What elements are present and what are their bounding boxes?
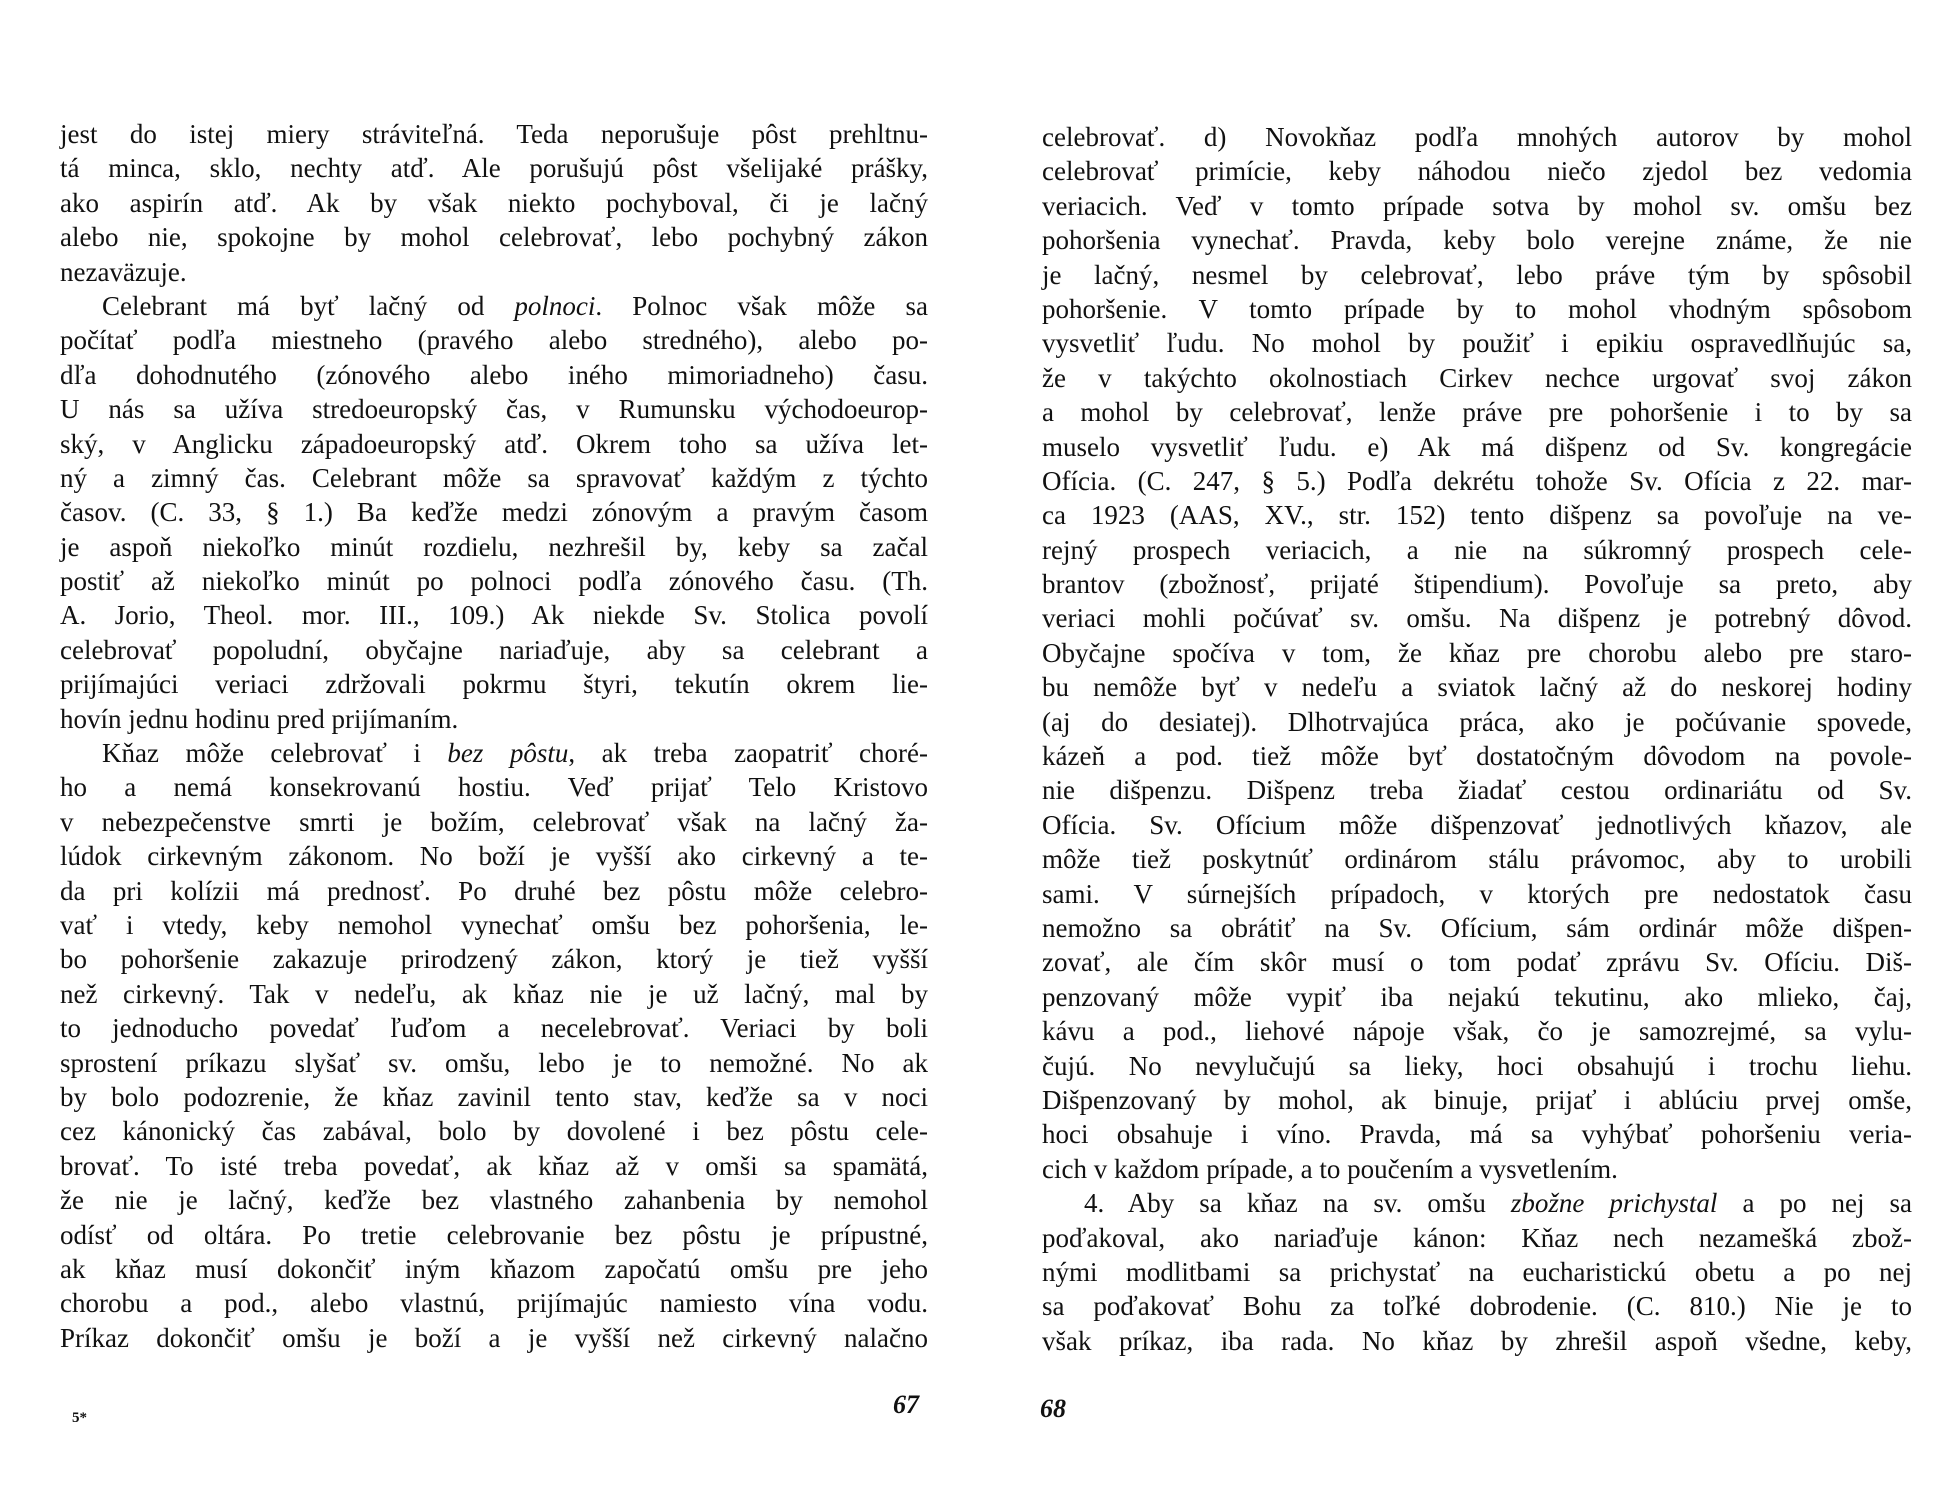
text-segment: že v takýchto okolnostiach Cirkev nechce urgovať svoj zákon xyxy=(1042,362,1912,393)
text-segment: ho a nemá konsekrovanú hostiu. Veď prijať Telo Kristovo xyxy=(60,772,928,803)
text-segment: ský, v Anglicku západoeuropský atď. Okrem toho sa užíva let- xyxy=(60,428,928,459)
text-segment: nemožno sa obrátiť na Sv. Ofícium, sám ordinár môže dišpen- xyxy=(1042,912,1912,943)
text-segment: Celebrant má byť lačný od xyxy=(102,290,515,321)
text-line xyxy=(1042,1324,1912,1358)
text-segment: ný a zimný čas. Celebrant môže sa spravovať každým z týchto xyxy=(60,462,928,493)
text-segment: postiť až niekoľko minút po polnoci podľa zónového času. (Th. xyxy=(60,566,928,597)
text-line xyxy=(1042,1014,1912,1048)
text-segment: v nebezpečenstve smrti je božím, celebrovať však na lačný ža- xyxy=(60,806,928,837)
text-line xyxy=(1042,154,1912,188)
text-segment: ak kňaz musí dokončiť iným kňazom započatú omšu pre jeho xyxy=(60,1253,928,1284)
text-segment: a mohol by celebrovať, lenže práve pre pohoršenie i to by sa xyxy=(1042,397,1912,428)
text-segment: , ak treba zaopatriť choré- xyxy=(568,738,928,769)
text-segment: kávu a pod., liehové nápoje však, čo je samozrejmé, sa vylu- xyxy=(1042,1016,1912,1047)
text-line xyxy=(60,530,928,564)
text-line xyxy=(60,1218,928,1252)
text-line xyxy=(1042,1117,1912,1151)
text-segment: pohoršenia vynechať. Pravda, keby bolo verejne známe, že nie xyxy=(1042,225,1912,256)
text-line xyxy=(60,323,928,357)
text-line xyxy=(1042,361,1912,395)
text-segment: zovať, ale čím skôr musí o tom podať zprávu Sv. Ofíciu. Diš- xyxy=(1042,947,1912,978)
text-line xyxy=(1042,1083,1912,1117)
text-line xyxy=(60,908,928,942)
text-line xyxy=(1042,1289,1912,1323)
text-segment: Dišpenzovaný by mohol, ak binuje, prijať i ablúciu prvej omše, xyxy=(1042,1084,1912,1115)
text-segment: celebrovať primície, keby náhodou niečo zjedol bez vedomia xyxy=(1042,156,1912,187)
text-line xyxy=(1042,1186,1912,1220)
text-segment: nezaväzuje. xyxy=(60,256,187,287)
text-segment: ako aspirín atď. Ak by však niekto pochyboval, či je lačný xyxy=(60,187,928,218)
text-segment: bo pohoršenie zakazuje prirodzený zákon, ktorý je tiež vyšší xyxy=(60,944,928,975)
text-segment: by bolo podozrenie, že kňaz zavinil tento stav, keďže sa v noci xyxy=(60,1081,928,1112)
text-segment: čujú. No nevylučujú sa lieky, hoci obsahujú i trochu liehu. xyxy=(1042,1050,1912,1081)
text-segment: Obyčajne spočíva v tom, že kňaz pre chorobu alebo pre staro- xyxy=(1042,637,1912,668)
text-segment: časov. (C. 33, § 1.) Ba keďže medzi zónovým a pravým časom xyxy=(60,497,928,528)
text-segment: sami. V súrnejších prípadoch, v ktorých pre nedostatok času xyxy=(1042,878,1912,909)
text-line xyxy=(60,186,928,220)
text-line xyxy=(1042,808,1912,842)
text-line xyxy=(1042,739,1912,773)
text-line xyxy=(1042,258,1912,292)
text-line xyxy=(1042,395,1912,429)
text-segment: nie dišpenzu. Dišpenz treba žiadať cestou ordinariátu od Sv. xyxy=(1042,775,1912,806)
text-line xyxy=(60,874,928,908)
text-segment: tá minca, sklo, nechty atď. Ale porušujú pôst všelijaké prášky, xyxy=(60,153,928,184)
text-line xyxy=(60,633,928,667)
text-line xyxy=(60,736,928,770)
text-segment: U nás sa užíva stredoeuropský čas, v Rumunsku východoeurop- xyxy=(60,394,928,425)
text-segment: Kňaz môže celebrovať i xyxy=(102,738,448,769)
text-line xyxy=(1042,189,1912,223)
text-line xyxy=(1042,430,1912,464)
text-line xyxy=(1042,911,1912,945)
text-segment: Ofícia. Sv. Ofícium môže dišpenzovať jednotlivých kňazov, ale xyxy=(1042,809,1912,840)
text-line xyxy=(1042,464,1912,498)
text-line xyxy=(1042,1221,1912,1255)
text-line xyxy=(60,461,928,495)
printer-signature-mark: 5* xyxy=(72,1410,87,1426)
text-line xyxy=(60,1046,928,1080)
text-segment: vysvetliť ľudu. No mohol by použiť i epikiu ospravedlňujúc sa, xyxy=(1042,328,1912,359)
text-line xyxy=(60,289,928,323)
text-segment: Ofícia. (C. 247, § 5.) Podľa dekrétu tohože Sv. Ofícia z 22. mar- xyxy=(1042,465,1912,496)
text-line xyxy=(60,1011,928,1045)
text-segment: cich v každom prípade, a to poučením a vysvetlením. xyxy=(1042,1153,1618,1184)
text-line xyxy=(1042,842,1912,876)
text-segment: hoci obsahuje i víno. Pravda, má sa vyhýbať pohoršeniu veria- xyxy=(1042,1119,1912,1150)
text-line xyxy=(60,255,928,289)
text-line xyxy=(60,495,928,529)
text-segment: vať i vtedy, keby nemohol vynechať omšu bez pohoršenia, le- xyxy=(60,909,928,940)
text-segment: cez kánonický čas zabával, bolo by dovolené i bez pôstu cele- xyxy=(60,1116,928,1147)
text-segment: lúdok cirkevným zákonom. No boží je vyšší ako cirkevný a te- xyxy=(60,841,928,872)
text-line xyxy=(60,427,928,461)
text-segment: nými modlitbami sa prichystať na eucharistickú obetu a po nej xyxy=(1042,1256,1912,1287)
text-segment: veriaci mohli počúvať sv. omšu. Na dišpenz je potrebný dôvod. xyxy=(1042,603,1912,634)
text-segment: sprostení príkazu slyšať sv. omšu, lebo je to nemožné. No ak xyxy=(60,1047,928,1078)
text-line xyxy=(60,220,928,254)
text-segment: však príkaz, iba rada. No kňaz by zhrešil aspoň všedne, keby, xyxy=(1042,1325,1912,1356)
text-segment: celebrovať popoludní, obyčajne nariaďuje, aby sa celebrant a xyxy=(60,634,928,665)
text-line xyxy=(60,598,928,632)
text-line xyxy=(1042,1255,1912,1289)
text-segment: alebo nie, spokojne by mohol celebrovať, lebo pochybný zákon xyxy=(60,222,928,253)
page-number-right: 68 xyxy=(1040,1394,1066,1423)
text-segment: celebrovať. d) Novokňaz podľa mnohých autorov by mohol xyxy=(1042,122,1912,152)
page-number-left: 67 xyxy=(893,1390,919,1419)
text-segment: počítať podľa miestneho (pravého alebo stredného), alebo po- xyxy=(60,325,928,356)
text-segment: A. Jorio, Theol. mor. III., 109.) Ak niekde Sv. Stolica povolí xyxy=(60,600,928,631)
text-segment: že nie je lačný, keďže bez vlastného zahanbenia by nemohol xyxy=(60,1185,928,1216)
text-line xyxy=(1042,533,1912,567)
italic-text: bez pôstu xyxy=(447,738,569,769)
text-line xyxy=(60,151,928,185)
text-segment: brantov (zbožnosť, prijaté štipendium). Povoľuje sa preto, aby xyxy=(1042,569,1912,600)
text-segment: ca 1923 (AAS, XV., str. 152) tento dišpenz sa povoľuje na ve- xyxy=(1042,500,1912,531)
text-segment: chorobu a pod., alebo vlastnú, prijímajúc namiesto vína vodu. xyxy=(60,1288,928,1319)
text-line xyxy=(1042,705,1912,739)
text-segment: dľa dohodnutého (zónového alebo iného mimoriadneho) času. xyxy=(60,359,928,390)
text-line xyxy=(60,1252,928,1286)
text-line xyxy=(60,1114,928,1148)
text-line xyxy=(1042,292,1912,326)
text-line xyxy=(60,702,928,736)
text-segment: a po nej sa xyxy=(1717,1188,1912,1219)
text-segment: . Polnoc však môže sa xyxy=(595,290,928,321)
text-line xyxy=(60,667,928,701)
text-line xyxy=(1042,980,1912,1014)
text-segment: da pri kolízii má prednosť. Po druhé bez pôstu môže celebro- xyxy=(60,875,928,906)
text-segment: hovín jednu hodinu pred prijímaním. xyxy=(60,703,459,734)
text-segment: (aj do desiatej). Dlhotrvajúca práca, ako je počúvanie spovede, xyxy=(1042,706,1912,737)
text-line xyxy=(1042,326,1912,360)
text-line xyxy=(1042,120,1912,154)
text-line xyxy=(1042,1049,1912,1083)
text-segment: Príkaz dokončiť omšu je boží a je vyšší než cirkevný nalačno xyxy=(60,1322,928,1353)
text-line xyxy=(1042,945,1912,979)
text-segment: to jednoducho povedať ľuďom a necelebrovať. Veriaci by boli xyxy=(60,1013,928,1044)
text-segment: 4. Aby sa kňaz na sv. omšu xyxy=(1084,1188,1511,1219)
text-segment: poďakoval, ako nariaďuje kánon: Kňaz nech nezamešká zbož- xyxy=(1042,1222,1912,1253)
text-line xyxy=(1042,601,1912,635)
text-line xyxy=(1042,1152,1912,1186)
text-segment: bu nemôže byť v nedeľu a sviatok lačný až do neskorej hodiny xyxy=(1042,672,1912,703)
text-line xyxy=(60,805,928,839)
text-line xyxy=(1042,567,1912,601)
italic-text: polnoci xyxy=(514,290,596,321)
text-line xyxy=(60,839,928,873)
text-segment: muselo vysvetliť ľudu. e) Ak má dišpenz od Sv. kongregácie xyxy=(1042,431,1912,462)
text-line xyxy=(1042,877,1912,911)
text-line xyxy=(1042,636,1912,670)
left-page-text xyxy=(60,117,928,1355)
text-line xyxy=(60,358,928,392)
text-line xyxy=(60,1149,928,1183)
text-line xyxy=(60,1321,928,1355)
right-page-text xyxy=(1042,120,1912,1358)
text-segment: brovať. To isté treba povedať, ak kňaz až v omši sa spamätá, xyxy=(60,1150,928,1181)
text-line xyxy=(1042,498,1912,532)
text-line xyxy=(60,1286,928,1320)
text-line xyxy=(1042,223,1912,257)
text-segment: rejný prospech veriacich, a nie na súkromný prospech cele- xyxy=(1042,534,1912,565)
text-line xyxy=(60,1183,928,1217)
text-segment: než cirkevný. Tak v nedeľu, ak kňaz nie je už lačný, mal by xyxy=(60,978,928,1009)
text-line xyxy=(60,564,928,598)
text-segment: kázeň a pod. tiež môže byť dostatočným dôvodom na povole- xyxy=(1042,741,1912,772)
text-segment: je aspoň niekoľko minút rozdielu, nezhrešil by, keby sa začal xyxy=(60,531,928,562)
text-line xyxy=(60,392,928,426)
text-line xyxy=(60,770,928,804)
text-segment: sa poďakovať Bohu za toľké dobrodenie. (C. 810.) Nie je to xyxy=(1042,1291,1912,1322)
text-line xyxy=(60,1080,928,1114)
text-segment: pohoršenie. V tomto prípade by to mohol vhodným spôsobom xyxy=(1042,293,1912,324)
text-segment: odísť od oltára. Po tretie celebrovanie bez pôstu je prípustné, xyxy=(60,1219,928,1250)
text-segment: jest do istej miery stráviteľná. Teda neporušuje pôst prehltnu- xyxy=(60,119,928,149)
text-segment: penzovaný môže vypiť iba nejakú tekutinu, ako mlieko, čaj, xyxy=(1042,981,1912,1012)
text-line xyxy=(60,942,928,976)
text-segment: môže tiež poskytnúť ordinárom stálu právomoc, aby to urobili xyxy=(1042,844,1912,875)
text-segment: je lačný, nesmel by celebrovať, lebo práve tým by spôsobil xyxy=(1042,259,1912,290)
text-segment: veriacich. Veď v tomto prípade sotva by mohol sv. omšu bez xyxy=(1042,190,1912,221)
text-segment: prijímajúci veriaci zdržovali pokrmu štyri, tekutín okrem lie- xyxy=(60,669,928,700)
text-line xyxy=(1042,670,1912,704)
text-line xyxy=(1042,773,1912,807)
text-line xyxy=(60,117,928,151)
italic-text: zbožne prichystal xyxy=(1510,1188,1718,1219)
text-line xyxy=(60,977,928,1011)
